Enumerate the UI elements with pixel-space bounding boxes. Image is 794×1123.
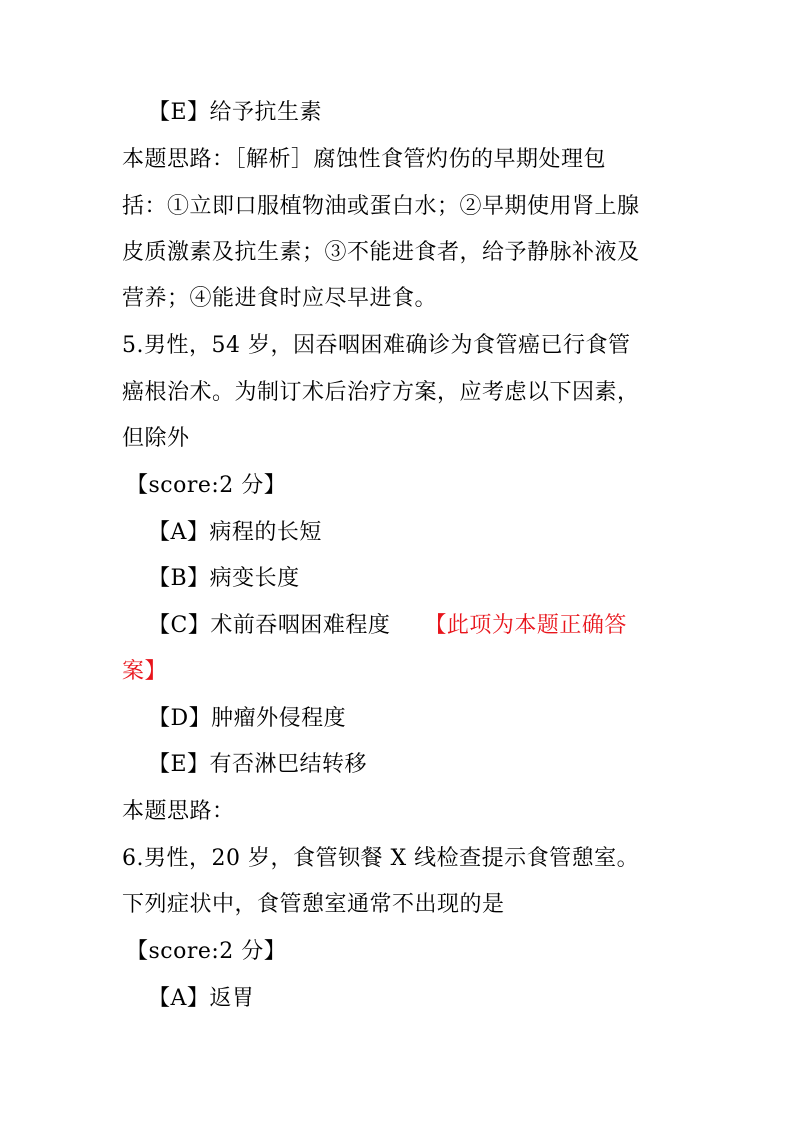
q5-option-b: 【B】病变长度 [148, 566, 300, 591]
q5-stem-line-2: 癌根治术。为制订术后治疗方案，应考虑以下因素， [122, 380, 640, 405]
q6-stem-line-2: 下列症状中，食管憩室通常不出现的是 [122, 892, 505, 917]
q5-stem-line-3: 但除外 [122, 426, 190, 451]
q5-option-a: 【A】病程的长短 [148, 520, 322, 545]
q6-stem-line-1: 6.男性，20 岁，食管钡餐 X 线检查提示食管憩室。 [122, 846, 640, 871]
q6-option-a: 【A】返胃 [148, 986, 255, 1011]
q6-score: 【score:2 分】 [126, 939, 287, 964]
correct-answer-mark-cont: 案】 [122, 659, 168, 684]
q5-option-d: 【D】肿瘤外侵程度 [148, 706, 347, 731]
q5-option-e: 【E】有否淋巴结转移 [148, 752, 368, 777]
q4-analysis-line-3: 皮质激素及抗生素；③不能进食者，给予静脉补液及 [122, 240, 640, 265]
correct-answer-mark: 【此项为本题正确答 [424, 613, 627, 638]
q5-stem-line-1: 5.男性，54 岁，因吞咽困难确诊为食管癌已行食管 [122, 333, 631, 358]
q5-option-c: 【C】术前吞咽困难程度 [148, 613, 391, 638]
q5-option-c-row [148, 611, 627, 641]
q4-option-e: 【E】给予抗生素 [148, 100, 323, 125]
q4-analysis-line-1: 本题思路：［解析］腐蚀性食管灼伤的早期处理包 [122, 147, 607, 172]
q4-analysis-line-4: 营养；④能进食时应尽早进食。 [122, 286, 438, 311]
q5-analysis: 本题思路： [122, 799, 235, 824]
q5-score: 【score:2 分】 [126, 473, 287, 498]
q4-analysis-line-2: 括：①立即口服植物油或蛋白水；②早期使用肾上腺 [122, 194, 640, 219]
